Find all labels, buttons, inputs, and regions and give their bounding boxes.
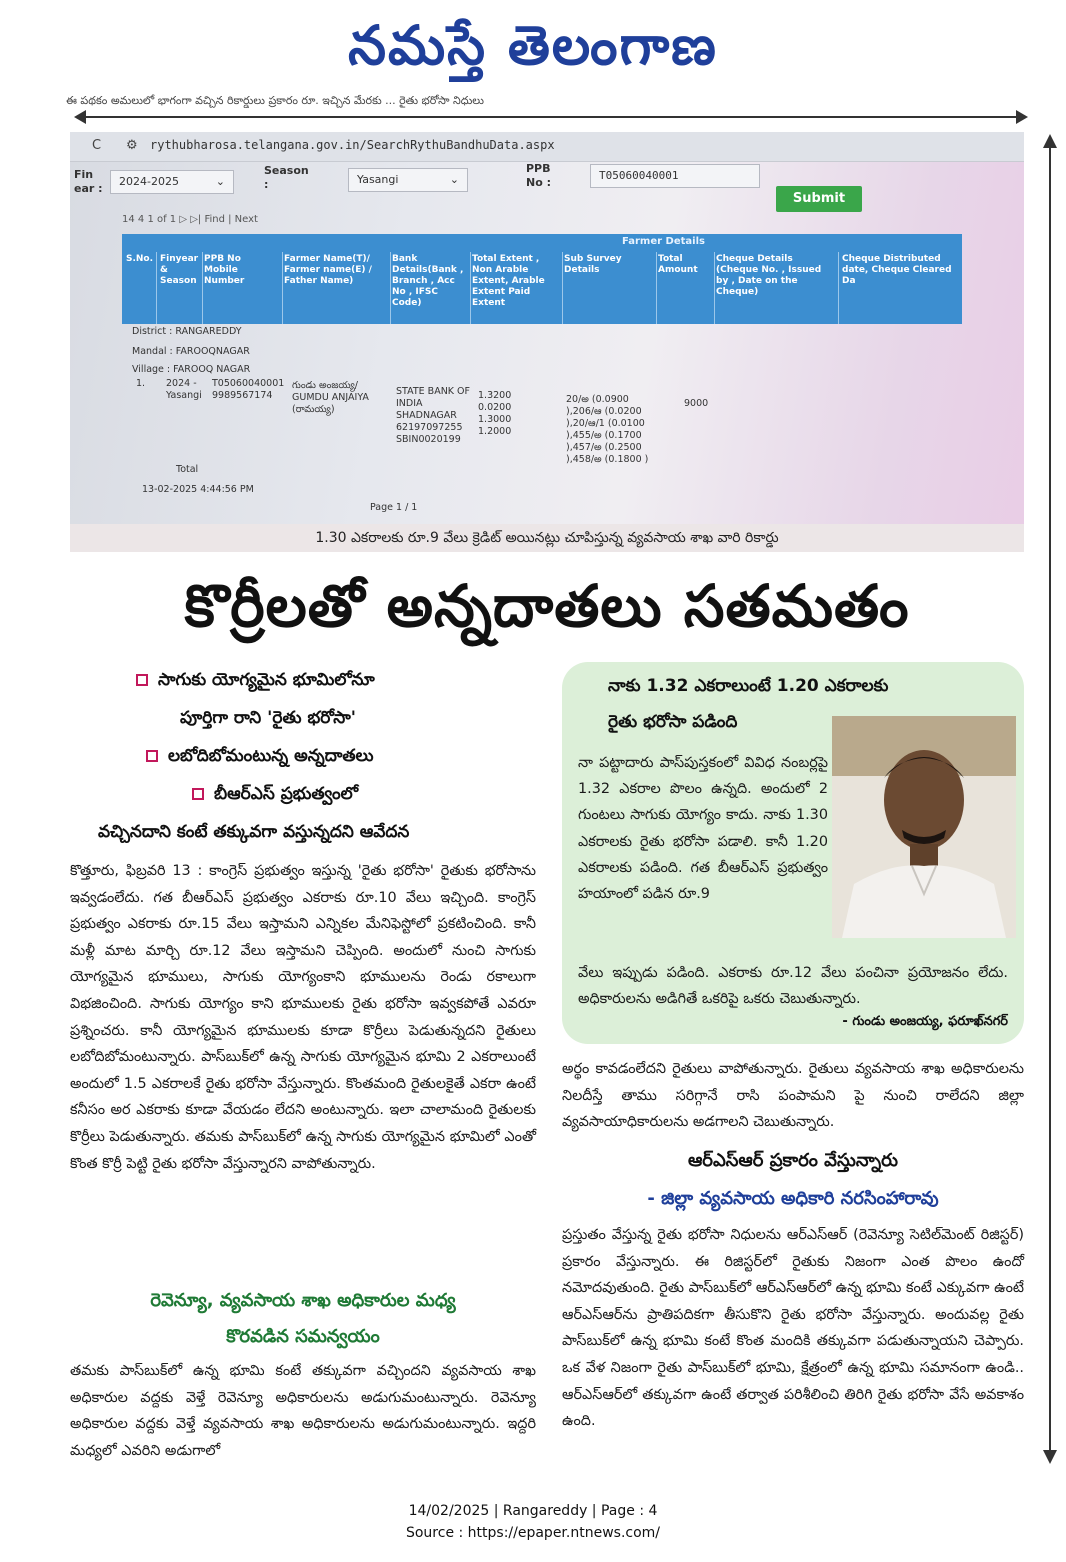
article-paragraph: ప్రస్తుతం వేస్తున్న రైతు భరోసా నిధులను ఆర్ఎస్ఆర్ (రెవెన్యూ సెటిల్‌మెంట్ రిజిస్టర్) ప్రకారం వేస్తున్నారు. ఈ రిజిస్టర్‌లో రైతుకు నిజంగా ఎంత పొలం ఉందో నమోదవుతుంది. రైతు పాస్‌బుక్‌లో ఆర్ఎస్ఆర్‌లో ఉన్న భూమి కంటే ఎక్కువగా ఉంటే ఆర్ఎస్ఆర్‌ను ప్రాతిపదికగా తీసుకొని రైతు భరోసా వేస్తున్నారు. అందువల్ల రైతు పాస్‌బుక్‌లో ఉన్న భూమి కంటే కొంత మందికి తక్కువగా పడుతున్నాయని చెప్పారు. ఒక వేళ నిజంగా రైతు పాస్‌బుక్‌లో భూమి, క్షేత్రంలో ఉన్న భూమి సమానంగా ఉండి.. ఆర్ఎస్ఆర్‌లో తక్కువగా ఉంటే తర్వాత పరిశీలించి తిరిగి రైతు భరోసా వేసే అవకాశం ఉంది. bbox=[562, 1227, 1024, 1430]
row-year: 2024 - Yasangi bbox=[166, 378, 202, 401]
search-form bbox=[70, 162, 1024, 218]
ppb-input: T05060040001 bbox=[590, 164, 760, 188]
report-page-footer: Page 1 / 1 bbox=[370, 502, 418, 513]
season-label: Season : bbox=[264, 164, 309, 191]
fin-year-select: 2024-2025 ⌄ bbox=[110, 170, 234, 194]
site-info-icon: ⚙ bbox=[126, 138, 138, 153]
farmer-details-title: Farmer Details bbox=[622, 236, 705, 247]
season-select: Yasangi ⌄ bbox=[348, 168, 468, 192]
right-subhead-1: ఆర్ఎస్ఆర్ ప్రకారం వేస్తున్నారు bbox=[687, 1150, 899, 1171]
arrow-down-icon bbox=[1043, 1450, 1057, 1464]
page-footer bbox=[0, 1500, 1066, 1544]
main-headline: కొర్రీలతో అన్నదాతలు సతమతం bbox=[184, 572, 910, 640]
header-cell: Finyear & Season bbox=[160, 254, 199, 286]
bullet-icon bbox=[192, 788, 204, 800]
top-strip-text: ఈ పథకం అమలులో భాగంగా వచ్చిన రికార్డులు ప్రకారం రూ. ఇచ్చిన మేరకు ... రైతు భరోసా నిధులు bbox=[66, 94, 484, 107]
village-row: Village : FAROOQ NAGAR bbox=[132, 364, 251, 375]
bullet-icon bbox=[146, 750, 158, 762]
quote-title-1: నాకు 1.32 ఎకరాలుంటే 1.20 ఎకరాలకు bbox=[608, 676, 889, 696]
right-article-body-2 bbox=[562, 1222, 1024, 1472]
article-paragraph: తమకు పాస్‌బుక్‌లో ఉన్న భూమి కంటే తక్కువగా వచ్చిందని వ్యవసాయ శాఖ అధికారుల వద్దకు వెళ్తే రెవెన్యూ అధికారులను అడుగుమంటున్నారు. రెవెన్యూ అధికారుల వద్దకు వెళ్తే వ్యవసాయ శాఖ అధికారులను అడుగుమంటున్నారు. ఇద్దరి మధ్యలో ఎవరిని అడుగాలో bbox=[70, 1363, 536, 1459]
row-extent: 1.3200 0.0200 1.3000 1.2000 bbox=[478, 390, 512, 437]
report-pager: 14 4 1 of 1 ▷ ▷| Find | Next bbox=[122, 214, 258, 225]
footer-date-edition: 14/02/2025 | Rangareddy | Page : 4 bbox=[408, 1503, 658, 1519]
arrow-left-icon bbox=[74, 110, 86, 124]
masthead bbox=[0, 6, 1066, 84]
row-bank: STATE BANK OF INDIA SHADNAGAR 62197097255 SBIN0020199 bbox=[396, 386, 470, 445]
reload-icon: C bbox=[92, 138, 102, 153]
header-cell: Sub Survey Details bbox=[564, 254, 622, 275]
quote-body-wide: వేలు ఇప్పుడు పడింది. ఎకరాకు రూ.12 వేలు పంచినా ప్రయోజనం లేదు. అధికారులను అడిగితే ఒకరిపై ఒకరు చెబుతున్నారు. bbox=[578, 965, 1008, 1008]
district-row: District : RANGAREDDY bbox=[132, 326, 242, 337]
fin-label: Fin ear : bbox=[74, 168, 103, 195]
row-ppb: T05060040001 9989567174 bbox=[212, 378, 285, 401]
screen-photo bbox=[70, 132, 1024, 552]
table-header bbox=[122, 234, 962, 324]
masthead-title: నమస్తే తెలంగాణ bbox=[348, 13, 718, 77]
subhead-2: పూర్తిగా రాని 'రైతు భరోసా' bbox=[180, 708, 356, 728]
photo-caption: 1.30 ఎకరాలకు రూ.9 వేలు క్రెడిట్ అయినట్లు చూపిస్తున్న వ్యవసాయ శాఖ వారి రికార్డు bbox=[70, 524, 1024, 552]
submit-button: Submit bbox=[776, 186, 862, 212]
header-cell: PPB No Mobile Number bbox=[204, 254, 245, 286]
arrow-right-icon bbox=[1016, 110, 1028, 124]
arrow-up-icon bbox=[1043, 134, 1057, 148]
vertical-arrow-line bbox=[1049, 140, 1051, 1460]
left-subhead-1: రెవెన్యూ, వ్యవసాయ శాఖ అధికారుల మధ్య bbox=[150, 1290, 456, 1311]
article-paragraph: అర్థం కావడంలేదని రైతులు వాపోతున్నారు. రైతులు వ్యవసాయ శాఖ అధికారులను నిలదీస్తే తాము సరిగ్గానే రాసి పంపామని పై నుంచి రాలేదని జిల్లా వ్యవసాయాధికారులను అడగాలని చెబుతున్నారు. bbox=[562, 1061, 1024, 1131]
footer-source: Source : https://epaper.ntnews.com/ bbox=[405, 1525, 661, 1541]
header-cell: S.No. bbox=[126, 254, 154, 264]
quote-title-2: రైతు భరోసా పడింది bbox=[608, 712, 738, 732]
row-sno: 1. bbox=[136, 378, 146, 389]
header-cell: Cheque Details (Cheque No. , Issued by , Date on the Cheque) bbox=[716, 254, 822, 297]
row-survey: 20/అ (0.0900 ),206/ఆ (0.0200 ),20/ఆ/1 (0.0100 ),455/అ (0.1700 ),457/అ (0.2500 ),458/అ (0.1800 ) bbox=[566, 394, 649, 465]
header-cell: Cheque Distributed date, Cheque Cleared Da bbox=[842, 254, 952, 286]
header-cell: Bank Details(Bank , Branch , Acc No , IFSC Code) bbox=[392, 254, 464, 308]
horizontal-arrow-line bbox=[76, 116, 1026, 118]
quote-signature: - గుండు అంజయ్య, ఫరూఖ్‌నగర్ bbox=[842, 1014, 1008, 1029]
subhead-5: వచ్చినదాని కంటే తక్కువగా వస్తున్నదని ఆవేదన bbox=[98, 822, 410, 842]
article-paragraph: కొత్తూరు, ఫిబ్రవరి 13 : కాంగ్రెస్ ప్రభుత్వం ఇస్తున్న 'రైతు భరోసా' రైతుకు భరోసాను ఇవ్వడంలేదు. గత బీఆర్ఎస్ ప్రభుత్వం ఎకరాకు రూ.10 వేలు ఇచ్చింది. కాంగ్రెస్ ప్రభుత్వం ఎకరాకు రూ.15 వేలు ఇస్తామని ఎన్నికల మేనిఫెస్టోలో ప్రకటించింది. కానీ మళ్లీ మాట మార్చి రూ.12 వేలు ఇస్తామని చెప్పింది. అందులో నుంచి సాగుకు యోగ్యమైన భూములు, సాగుకు యోగ్యంకాని భూములను రెండు రకాలుగా విభజించింది. సాగుకు యోగ్యం కాని భూములకు రైతు భరోసా ఇవ్వకపోతే ఎవరూ ప్రశ్నించరు. కానీ యోగ్యమైన భూములకు కూడా కొర్రీలు పెడుతున్నదని రైతులు లబోదిబోమంటున్నారు. పాస్‌బుక్‌లో ఉన్న సాగుకు యోగ్యమైన భూమి 2 ఎకరాలుంటే అందులో 1.5 ఎకరాలకే రైతు భరోసా వేస్తున్నారు. కొంతమంది రైతులకైతే ఎకరా ఉంటే కనీసం అర ఎకరాకు కూడా వేయడం లేదని అంటున్నారు. ఇలా చాలామంది రైతులకు కొర్రీలు పెడుతున్నారు. తమకు పాస్‌బుక్‌లో ఉన్న సాగుకు యోగ్యమైన భూమిలో ఎంతో కొంత కొర్రీ పెట్టి రైతు భరోసా వేస్తున్నారని వాపోతున్నారు. bbox=[70, 863, 536, 1172]
right-subhead-2: - జిల్లా వ్యవసాయ అధికారి నరసింహారావు bbox=[647, 1188, 939, 1209]
total-label: Total bbox=[176, 464, 199, 475]
ppb-label: PPB No : bbox=[526, 162, 551, 189]
subhead-1: సాగుకు యోగ్యమైన భూమిలోనూ bbox=[136, 670, 375, 694]
bullet-icon bbox=[136, 674, 148, 686]
farmer-portrait bbox=[832, 716, 1016, 938]
right-article-body-1 bbox=[562, 1056, 1024, 1138]
browser-url: rythubharosa.telangana.gov.in/SearchRythuBandhuData.aspx bbox=[150, 138, 555, 152]
report-timestamp: 13-02-2025 4:44:56 PM bbox=[142, 484, 254, 495]
left-article-body-2 bbox=[70, 1358, 536, 1470]
left-article-body bbox=[70, 858, 536, 1280]
person-photo-icon bbox=[832, 716, 1016, 938]
header-cell: Farmer Name(T)/ Farmer name(E) / Father Name) bbox=[284, 254, 372, 286]
browser-bar bbox=[70, 132, 1024, 162]
left-subhead-2: కొరవడిన సమన్వయం bbox=[226, 1326, 380, 1347]
subhead-3: లబోదిబోమంటున్న అన్నదాతలు bbox=[146, 746, 374, 770]
quote-body-narrow: నా పట్టాదారు పాస్‌పుస్తకంలో వివిధ నంబర్లపై 1.32 ఎకరాల పొలం ఉన్నది. అందులో 2 గుంటలు సాగుకు యోగ్యం కాదు. నాకు 1.30 ఎకరాలకు రైతు భరోసా పడాలి. కానీ 1.20 ఎకరాలకు పడింది. గత బీఆర్ఎస్ ప్రభుత్వం హయాంలో పడిన రూ.9 bbox=[578, 755, 828, 903]
row-amount: 9000 bbox=[684, 398, 709, 409]
row-name: గుండు అంజయ్య/ GUMDU ANJAIYA (రామయ్య) bbox=[292, 380, 369, 415]
subhead-4: బీఆర్ఎస్ ప్రభుత్వంలో bbox=[192, 784, 358, 808]
mandal-row: Mandal : FAROOQNAGAR bbox=[132, 346, 250, 357]
header-cell: Total Extent , Non Arable Extent, Arable Extent Paid Extent bbox=[472, 254, 545, 308]
header-cell: Total Amount bbox=[658, 254, 698, 275]
